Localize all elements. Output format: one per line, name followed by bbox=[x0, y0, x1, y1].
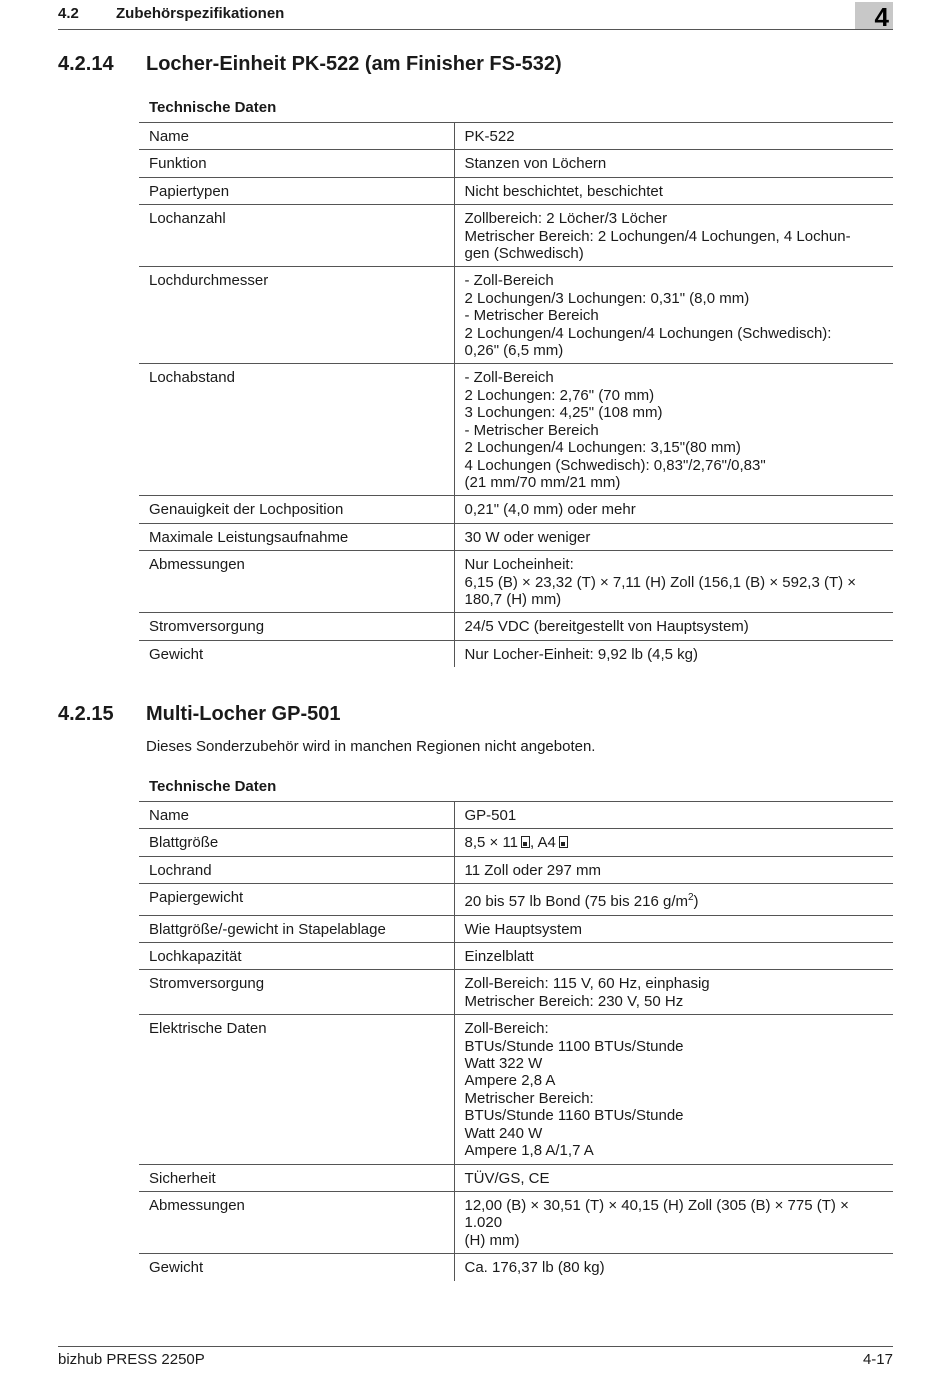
row-label: Sicherheit bbox=[139, 1164, 454, 1191]
table-row bbox=[139, 829, 893, 856]
row-value: - Zoll-Bereich 2 Lochungen: 2,76" (70 mm) 3 Lochungen: 4,25" (108 mm) - Metrischer Bereich 2 Lochungen/4 Lochungen: 3,15"(80 mm) 4 Lochungen (Schwedisch): 0,83"/2,76"/0,83" (21 mm/70 mm/21 mm) bbox=[464, 369, 766, 491]
spec-table-gp501 bbox=[139, 801, 893, 1281]
row-value: 8,5 × 11 , A4 bbox=[454, 829, 893, 856]
row-label: Name bbox=[139, 123, 454, 150]
row-label: Papiergewicht bbox=[139, 884, 454, 915]
table-caption: Technische Daten bbox=[149, 778, 277, 795]
chapter-number: 4 bbox=[874, 2, 889, 32]
table-row bbox=[139, 123, 893, 150]
paper-orientation-icon bbox=[521, 836, 530, 848]
row-label: Funktion bbox=[139, 150, 454, 177]
row-label: Gewicht bbox=[139, 640, 454, 667]
row-label: Papiertypen bbox=[139, 177, 454, 204]
table-row bbox=[139, 267, 893, 364]
section-number: 4.2.15 bbox=[58, 703, 114, 725]
table-row bbox=[139, 205, 893, 267]
row-label: Stromversorgung bbox=[139, 613, 454, 640]
section-heading-gp501 bbox=[58, 703, 340, 726]
row-value: 24/5 VDC (bereitgestellt von Hauptsystem) bbox=[464, 618, 749, 636]
section-title: Multi-Locher GP-501 bbox=[146, 703, 341, 725]
row-label: Name bbox=[139, 802, 454, 829]
table-caption: Technische Daten bbox=[149, 99, 277, 116]
table-row bbox=[139, 640, 893, 667]
row-label: Lochdurchmesser bbox=[139, 267, 454, 364]
spec-table-pk522 bbox=[139, 122, 893, 667]
row-label: Lochkapazität bbox=[139, 943, 454, 970]
footer-page-number: 4-17 bbox=[862, 1351, 893, 1368]
page-header bbox=[58, 0, 893, 30]
row-value: - Zoll-Bereich 2 Lochungen/3 Lochungen: 0,31" (8,0 mm) - Metrischer Bereich 2 Lochungen/4 Lochungen/4 Lochungen (Schwedisch): 0,26" (6,5 mm) bbox=[464, 272, 832, 360]
row-label: Abmessungen bbox=[139, 551, 454, 613]
row-value: Nur Locheinheit: 6,15 (B) × 23,32 (T) × 7,11 (H) Zoll (156,1 (B) × 592,3 (T) × 180,7 (H) mm) bbox=[464, 556, 857, 608]
row-value: Zoll-Bereich: 115 V, 60 Hz, einphasig Metrischer Bereich: 230 V, 50 Hz bbox=[464, 975, 710, 1010]
row-value: Stanzen von Löchern bbox=[464, 155, 607, 173]
row-label: Blattgröße/-gewicht in Stapelablage bbox=[139, 915, 454, 942]
section-heading-pk522 bbox=[58, 53, 562, 76]
row-value: Nicht beschichtet, beschichtet bbox=[464, 182, 663, 200]
page-footer bbox=[58, 1346, 893, 1368]
table-row bbox=[139, 943, 893, 970]
row-value: 11 Zoll oder 297 mm bbox=[464, 861, 601, 879]
table-row bbox=[139, 1015, 893, 1164]
row-value: Wie Hauptsystem bbox=[464, 920, 583, 938]
row-value: TÜV/GS, CE bbox=[464, 1169, 550, 1187]
row-value: Zollbereich: 2 Löcher/3 Löcher Metrischer Bereich: 2 Lochungen/4 Lochungen, 4 Lochun- gen (Schwedisch) bbox=[464, 210, 851, 263]
table-row bbox=[139, 915, 893, 942]
row-label: Lochanzahl bbox=[139, 205, 454, 267]
table-row bbox=[139, 1164, 893, 1191]
row-value: 0,21" (4,0 mm) oder mehr bbox=[464, 501, 636, 519]
table-row bbox=[139, 1254, 893, 1281]
row-label: Stromversorgung bbox=[139, 970, 454, 1015]
row-label: Blattgröße bbox=[139, 829, 454, 856]
table-row bbox=[139, 1191, 893, 1253]
table-row bbox=[139, 177, 893, 204]
section-intro: Dieses Sonderzubehör wird in manchen Regionen nicht angeboten. bbox=[146, 738, 596, 755]
row-value: PK-522 bbox=[464, 128, 515, 145]
table-row bbox=[139, 856, 893, 883]
paper-orientation-icon bbox=[559, 836, 568, 848]
table-row bbox=[139, 523, 893, 550]
row-value: 20 bis 57 lb Bond (75 bis 216 $g/m^2$) bbox=[464, 892, 699, 911]
row-label: Genauigkeit der Lochposition bbox=[139, 496, 454, 523]
row-label: Maximale Leistungsaufnahme bbox=[139, 523, 454, 550]
row-value: 12,00 (B) × 30,51 (T) × 40,15 (H) Zoll (305 (B) × 775 (T) × 1.020 (H) mm) bbox=[464, 1196, 849, 1249]
row-value: Zoll-Bereich: BTUs/Stunde 1100 BTUs/Stunde Watt 322 W Ampere 2,8 A Metrischer Bereich: BTUs/Stunde 1160 BTUs/Stunde Watt 240 W Ampere 1,8 A/1,7 A bbox=[464, 1020, 684, 1160]
header-section-title: Zubehörspezifikationen bbox=[116, 5, 285, 22]
row-value: Nur Locher-Einheit: 9,92 lb (4,5 kg) bbox=[464, 645, 698, 663]
table-row bbox=[139, 150, 893, 177]
row-value: Ca. 176,37 lb (80 kg) bbox=[464, 1259, 605, 1277]
section-title: Locher-Einheit PK-522 (am Finisher FS-532) bbox=[146, 53, 562, 75]
table-row bbox=[139, 613, 893, 640]
table-row bbox=[139, 551, 893, 613]
table-row bbox=[139, 364, 893, 496]
table-row bbox=[139, 884, 893, 915]
row-label: Lochabstand bbox=[139, 364, 454, 496]
footer-product-name: bizhub PRESS 2250P bbox=[58, 1351, 205, 1368]
row-value: GP-501 bbox=[464, 807, 517, 824]
table-row bbox=[139, 970, 893, 1015]
row-label: Elektrische Daten bbox=[139, 1015, 454, 1164]
row-label: Gewicht bbox=[139, 1254, 454, 1281]
row-value: 30 W oder weniger bbox=[464, 528, 591, 546]
section-number: 4.2.14 bbox=[58, 53, 114, 75]
row-label: Lochrand bbox=[139, 856, 454, 883]
header-section-number: 4.2 bbox=[58, 5, 79, 22]
chapter-badge bbox=[855, 2, 893, 32]
row-label: Abmessungen bbox=[139, 1191, 454, 1253]
table-row bbox=[139, 496, 893, 523]
row-value: Einzelblatt bbox=[464, 948, 534, 966]
table-row bbox=[139, 802, 893, 829]
